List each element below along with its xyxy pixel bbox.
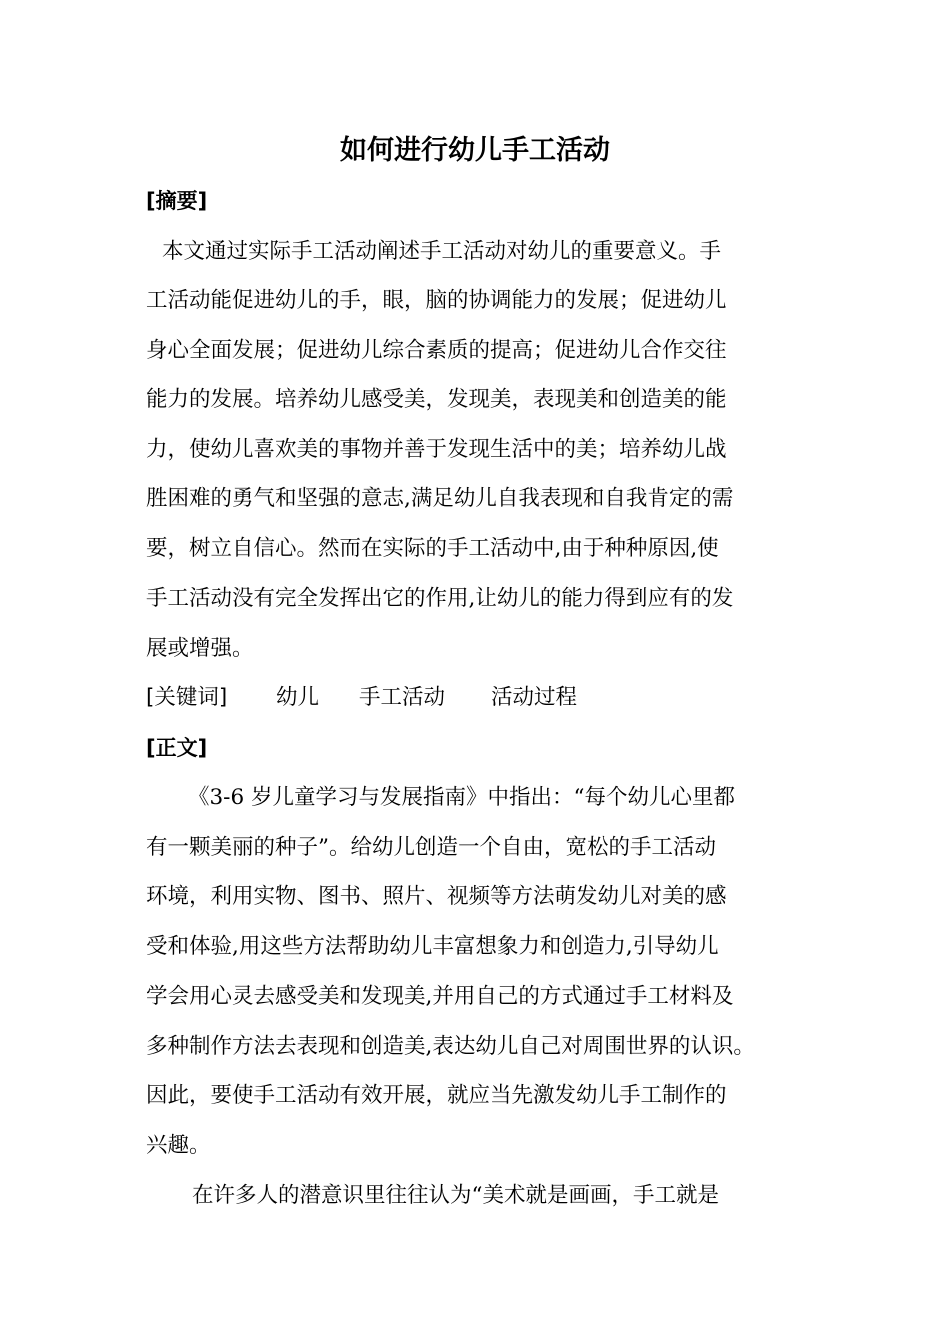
body-line: 学会用心灵去感受美和发现美,并用自己的方式通过手工材料及 (146, 984, 734, 1009)
body-heading: [正文] (146, 736, 208, 760)
abstract-line: 要，树立自信心。然而在实际的手工活动中,由于种种原因,使 (146, 536, 719, 561)
keywords-label: [关键词] (146, 685, 228, 710)
body-line: 兴趣。 (146, 1133, 211, 1158)
abstract-heading: [摘要] (146, 189, 208, 213)
abstract-line: 本文通过实际手工活动阐述手工活动对幼儿的重要意义。手 (162, 239, 722, 264)
abstract-line: 力，使幼儿喜欢美的事物并善于发现生活中的美；培养幼儿战 (146, 437, 727, 462)
body-line: 《3-6 岁儿童学习与发展指南》中指出：“每个幼儿心里都 (188, 785, 735, 810)
body-line: 有一颗美丽的种子”。给幼儿创造一个自由，宽松的手工活动 (146, 835, 716, 860)
document-title: 如何进行幼儿手工活动 (340, 135, 610, 166)
body-line: 环境，利用实物、图书、照片、视频等方法萌发幼儿对美的感 (146, 884, 727, 909)
body-line: 在许多人的潜意识里往往认为“美术就是画画，手工就是 (192, 1183, 719, 1208)
abstract-line: 能力的发展。培养幼儿感受美，发现美，表现美和创造美的能 (146, 387, 727, 412)
abstract-line: 身心全面发展；促进幼儿综合素质的提高；促进幼儿合作交往 (146, 338, 727, 363)
abstract-line: 胜困难的勇气和坚强的意志,满足幼儿自我表现和自我肯定的需 (146, 486, 734, 511)
body-line: 因此，要使手工活动有效开展，就应当先激发幼儿手工制作的 (146, 1083, 727, 1108)
keyword: 活动过程 (491, 685, 578, 710)
body-line: 多种制作方法去表现和创造美,表达幼儿自己对周围世界的认识。 (146, 1034, 755, 1059)
body-line: 受和体验,用这些方法帮助幼儿丰富想象力和创造力,引导幼儿 (146, 934, 719, 959)
abstract-line: 展或增强。 (146, 636, 254, 661)
keyword: 幼儿 (276, 685, 320, 710)
abstract-line: 工活动能促进幼儿的手，眼，脑的协调能力的发展；促进幼儿 (146, 288, 727, 313)
abstract-line: 手工活动没有完全发挥出它的作用,让幼儿的能力得到应有的发 (146, 586, 734, 611)
keyword: 手工活动 (359, 685, 446, 710)
